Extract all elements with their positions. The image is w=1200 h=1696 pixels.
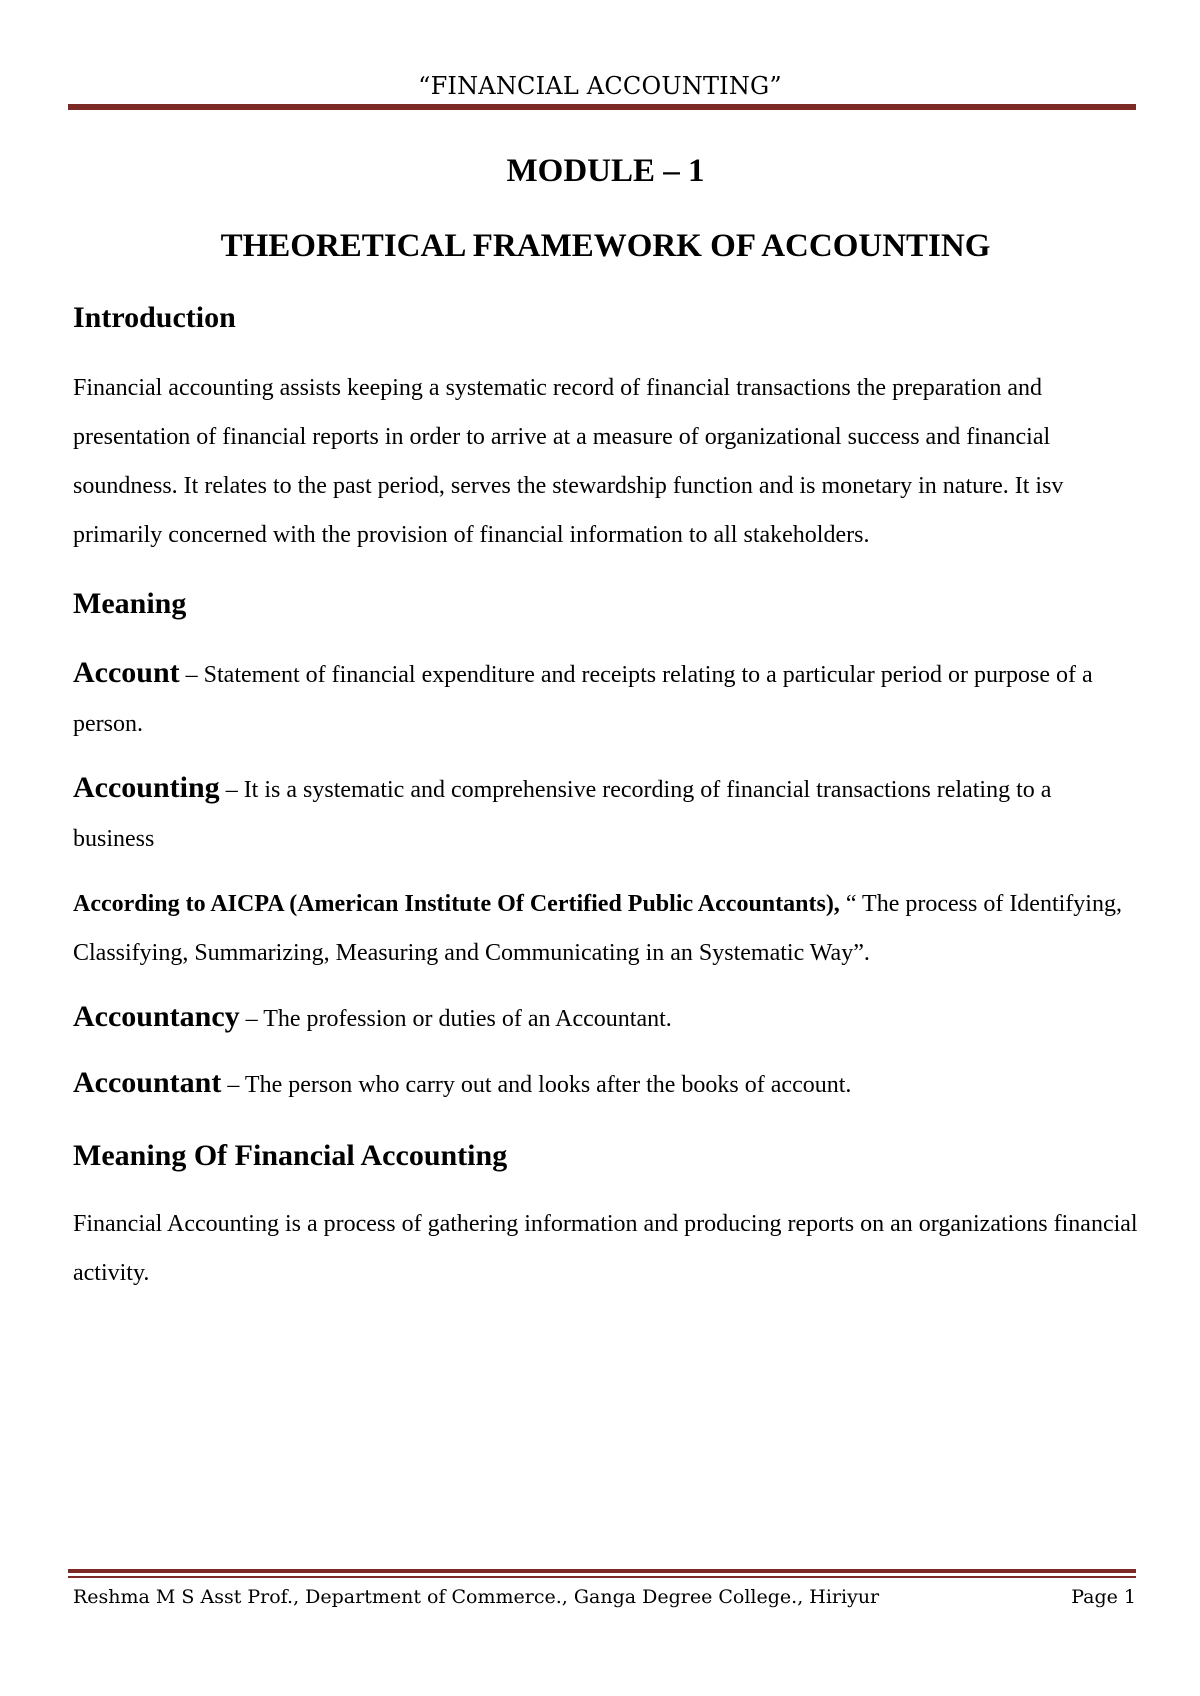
- aicpa-definition: [73, 880, 1138, 978]
- accountancy-term: Accountancy: [73, 1000, 240, 1033]
- accounting-definition: [73, 763, 1138, 864]
- financial-accounting-paragraph: Financial Accounting is a process of gathering information and producing reports on an organizations financial activity.: [73, 1211, 1138, 1286]
- page-footer: [73, 1586, 1136, 1608]
- accountant-definition: [73, 1058, 1138, 1110]
- module-title: MODULE – 1: [506, 153, 705, 189]
- account-definition: [73, 648, 1138, 749]
- page-content: [73, 140, 1138, 1298]
- running-header: “FINANCIAL ACCOUNTING”: [418, 72, 782, 100]
- accounting-definition-text: – It is a systematic and comprehensive recording of financial transactions relating to a business: [73, 777, 1052, 852]
- footer-rule-bottom: [68, 1576, 1136, 1578]
- accountant-term: Accountant: [73, 1066, 222, 1099]
- footer-rule-top: [68, 1569, 1136, 1573]
- introduction-paragraph: Financial accounting assists keeping a systematic record of financial transactions the preparation and presentation of financial reports in order to arrive at a measure of organizational success and financial soundness. It relates to the past period, serves the stewardship function and is monetary in nature. It isv primarily concerned with the provision of financial information to all stakeholders.: [73, 375, 1064, 548]
- page-number: Page 1: [1071, 1586, 1136, 1608]
- account-definition-text: – Statement of financial expenditure and receipts relating to a particular period or purpose of a person.: [73, 662, 1093, 737]
- introduction-heading: Introduction: [73, 301, 236, 334]
- header-rule: [68, 104, 1136, 110]
- meaning-heading: Meaning: [73, 587, 187, 620]
- financial-accounting-heading: Meaning Of Financial Accounting: [73, 1139, 508, 1172]
- account-term: Account: [73, 656, 180, 689]
- accountant-definition-text: – The person who carry out and looks after the books of account.: [221, 1072, 852, 1098]
- accountancy-definition-text: – The profession or duties of an Accountant.: [239, 1006, 672, 1032]
- page-title: THEORETICAL FRAMEWORK OF ACCOUNTING: [220, 228, 991, 264]
- aicpa-quote: “ The process of Identifying, Classifying, Summarizing, Measuring and Communicating in an Systematic Way”.: [73, 891, 1122, 966]
- aicpa-lead: According to AICPA (American Institute Of Certified Public Accountants),: [73, 891, 840, 917]
- accounting-term: Accounting: [73, 771, 220, 804]
- footer-author: Reshma M S Asst Prof., Department of Commerce., Ganga Degree College., Hiriyur: [73, 1586, 880, 1608]
- accountancy-definition: [73, 992, 1138, 1044]
